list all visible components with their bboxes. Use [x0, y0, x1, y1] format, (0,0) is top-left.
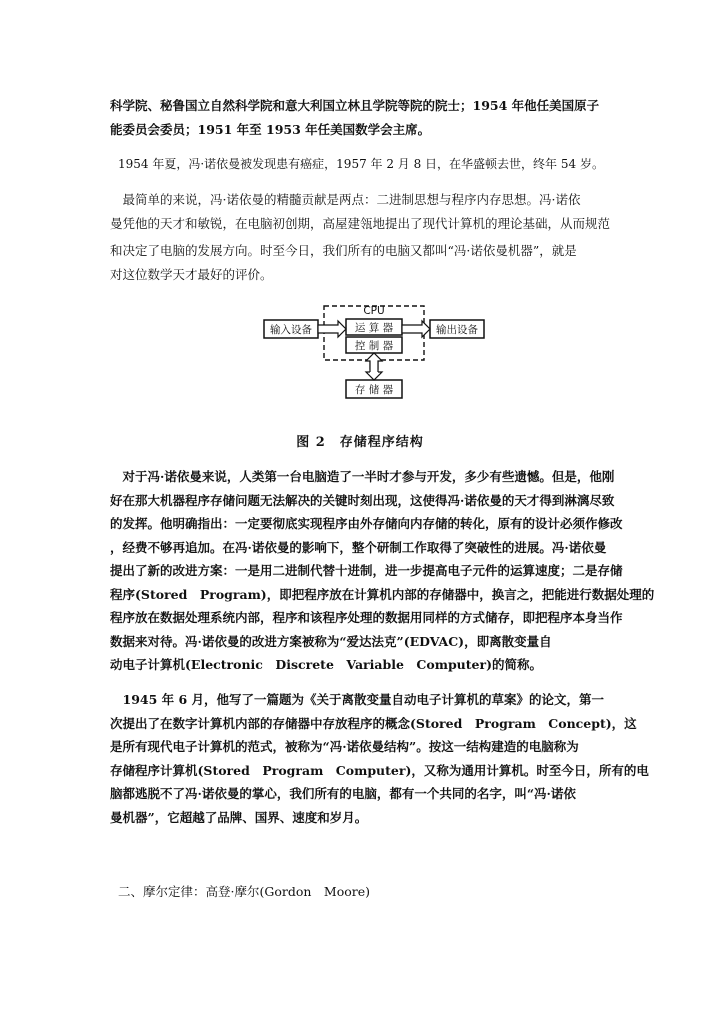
text-line: 存储程序计算机(Stored Program Computer)，又称为通用计算机。时至今日，所有的电 [110, 762, 649, 778]
section-heading: 二、摩尔定律：高登·摩尔(Gordon Moore) [118, 884, 371, 899]
output-device-label: 输出设备 [436, 324, 478, 336]
text-line: 是所有现代电子计算机的范式，被称为“冯·诺依曼结构”。按这一结构建造的电脑称为 [110, 739, 579, 754]
arrow-alu-to-output [402, 321, 430, 337]
text-line: 提出了新的改进方案：一是用二进制代替十进制，进一步提高电子元件的运算速度；二是存储 [110, 563, 623, 578]
text-line: 对于冯·诺依曼来说，人类第一台电脑造了一半时才参与开发，多少有些遗憾。但是，他刚 [110, 469, 615, 484]
paragraph-1945-paper [110, 688, 649, 829]
text-line: 最简单的来说，冯·诺依曼的精髓贡献是两点：二进制思想与程序内存思想。冯·诺依 [110, 192, 581, 207]
text-line: 1945 年 6 月，他写了一篇题为《关于离散变量自动电子计算机的草案》的论文，第一 [110, 692, 605, 707]
text-line: 程序(Stored Program)，即把程序放在计算机内部的存储器中，换言之，把能进行数据处理的 [110, 586, 655, 602]
text-line: 和决定了电脑的发展方向。时至今日，我们所有的电脑又都叫“冯·诺依曼机器”，就是 [110, 243, 577, 258]
stored-program-diagram [262, 300, 486, 408]
input-device-label: 输入设备 [270, 324, 312, 336]
text-line: 对这位数学天才最好的评价。 [110, 266, 273, 282]
text-line: ，经费不够再追加。在冯·诺依曼的影响下，整个研制工作取得了突破性的进展。冯·诺依曼 [110, 539, 607, 555]
control-unit-label: 控 制 器 [354, 340, 394, 352]
cpu-label: CPU [363, 305, 385, 317]
paragraph-academies [110, 94, 630, 141]
text-line: 次提出了在数字计算机内部的存储器中存放程序的概念(Stored Program Concept)，这 [110, 715, 637, 731]
text-line: 能委员会委员；1951 年至 1953 年任美国数学会主席。 [110, 121, 431, 137]
paragraph-contributions [110, 188, 630, 286]
text-line: 脑都逃脱不了冯·诺依曼的掌心，我们所有的电脑，都有一个共同的名字，叫“冯·诺依 [110, 786, 576, 801]
paragraph-death [118, 153, 638, 177]
text-line: 1954 年夏，冯·诺依曼被发现患有癌症，1957 年 2 月 8 日，在华盛顿去世，终年 54 岁。 [118, 157, 604, 171]
alu-label: 运 算 器 [354, 322, 394, 334]
text-line: 数据来对待。冯·诺依曼的改进方案被称为“爱达法克”(EDVAC)，即离散变量自 [110, 633, 552, 649]
text-line: 好在那大机器程序存储问题无法解决的关键时刻出现，这使得冯·诺依曼的天才得到淋漓尽致 [110, 492, 615, 508]
text-line: 程序放在数据处理系统内部，程序和该程序处理的数据用同样的方式储存，即把程序本身当作 [110, 610, 623, 625]
figure-caption: 图 2 存储程序结构 [296, 435, 424, 450]
memory-label: 存 储 器 [354, 384, 394, 396]
text-line: 的发挥。他明确指出：一定要彻底实现程序由外存储向内存储的转化，原有的设计必须作修改 [110, 516, 623, 531]
paragraph-improvement-plan [110, 465, 655, 677]
text-line: 曼凭他的天才和敏锐，在电脑初创期，高屋建瓴地提出了现代计算机的理论基础，从而规范 [110, 215, 611, 231]
arrow-input-to-alu [318, 321, 346, 337]
text-line: 动电子计算机(Electronic Discrete Variable Computer)的简称。 [110, 657, 542, 672]
text-line: 曼机器”，它超越了品牌、国界、速度和岁月。 [110, 809, 368, 825]
arrow-cpu-memory [366, 353, 382, 380]
text-line: 科学院、秘鲁国立自然科学院和意大利国立林且学院等院的院士；1954 年他任美国原子 [110, 98, 600, 113]
